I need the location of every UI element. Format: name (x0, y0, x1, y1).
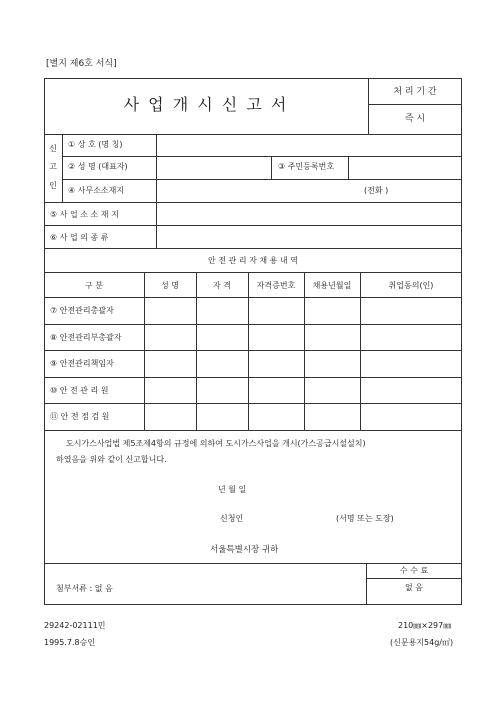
footer-approval: 1995.7.8승인 (44, 638, 96, 647)
row-line (44, 430, 462, 431)
row-line (44, 134, 462, 135)
applicant-sign-label: 신청인 (220, 514, 244, 523)
applicant-label-1: 신 (49, 144, 57, 153)
office-address-field[interactable] (158, 181, 460, 201)
processing-divider (368, 104, 462, 105)
row-line (44, 272, 462, 273)
business-address-label: ⑤ 사 업 소 소 재 지 (50, 210, 119, 219)
row-line (44, 377, 462, 378)
date-line: 년 월 일 (218, 485, 247, 494)
table-col-line (248, 272, 249, 430)
safety-section-title: 안 전 관 리 자 채 용 내 역 (208, 256, 298, 265)
sign-note: (서명 또는 도장) (336, 514, 394, 523)
form-title: 사 업 개 시 신 고 서 (123, 95, 289, 114)
table-row-label: ⑩ 안 전 관 리 원 (50, 386, 109, 395)
title-divider (368, 78, 369, 134)
business-type-label: ⑥ 사 업 의 종 류 (50, 233, 109, 242)
name-field[interactable] (158, 158, 270, 178)
table-header: 취업동의(인) (388, 281, 434, 290)
table-header: 자격증번호 (256, 281, 296, 290)
row-line (44, 563, 462, 564)
row-line (62, 179, 462, 180)
processing-period-label: 처 리 기 간 (393, 87, 437, 97)
table-row-label: ⑨ 안전관리책임자 (50, 359, 114, 368)
row-line (44, 324, 462, 325)
applicant-label-2: 고 (49, 162, 57, 171)
applicant-col-line (62, 134, 63, 202)
table-header: 자 격 (213, 281, 231, 290)
label-col-line (156, 134, 157, 202)
processing-period-value: 즉 시 (404, 114, 426, 124)
phone-label: (전화 ) (364, 186, 389, 195)
footer-size: 210㎜×297㎜ (398, 621, 452, 630)
table-header: 채용년월일 (312, 281, 352, 290)
resident-no-field[interactable] (350, 158, 460, 178)
business-type-field[interactable] (158, 227, 460, 247)
business-name-label: ① 상 호 (명 칭) (68, 140, 123, 149)
table-col-line (360, 272, 361, 430)
fee-label: 수 수 료 (399, 566, 429, 575)
row-line (44, 350, 462, 351)
row-line (44, 403, 462, 404)
table-header: 성 명 (161, 281, 179, 290)
addressee: 서울특별시장 귀하 (210, 545, 279, 555)
resident-no-label: ③ 주민등록번호 (278, 162, 335, 171)
row-line (62, 156, 462, 157)
table-row-label: ⑦ 안전관리총괄자 (50, 306, 114, 315)
table-col-line (144, 272, 145, 430)
footer-code: 29242-02111민 (44, 621, 106, 630)
table-row-label: ⑧ 안전관리부총괄자 (50, 333, 122, 342)
fee-value: 없 음 (405, 583, 423, 592)
office-address-label: ④ 사무소소재지 (68, 186, 125, 195)
row-line (44, 225, 462, 226)
statement-line-1: 도시가스사업법 제5조제4항의 규정에 의하여 도시가스사업을 개시(가스공급시설설치) (66, 439, 366, 448)
attachments: 첨부서류 : 없 음 (56, 584, 113, 593)
row-line (44, 202, 462, 203)
table-row-label: ⑪ 안 전 점 검 원 (50, 412, 110, 421)
table-col-line (196, 272, 197, 430)
business-address-field[interactable] (158, 204, 460, 224)
form-code: [별지 제6호 서식] (46, 59, 117, 69)
col-line (271, 156, 272, 179)
statement-line-2: 하였음을 위와 같이 신고합니다. (56, 455, 167, 464)
footer-paper: (신문용지54g/㎡) (390, 638, 454, 647)
name-label: ② 성 명 (대표자) (68, 162, 128, 171)
table-col-line (304, 272, 305, 430)
col-line (348, 156, 349, 179)
row-line (44, 297, 462, 298)
applicant-label-3: 인 (49, 181, 57, 190)
business-name-field[interactable] (158, 136, 460, 156)
table-header: 구 분 (85, 281, 103, 290)
fee-divider (366, 578, 462, 579)
row-line (44, 248, 462, 249)
